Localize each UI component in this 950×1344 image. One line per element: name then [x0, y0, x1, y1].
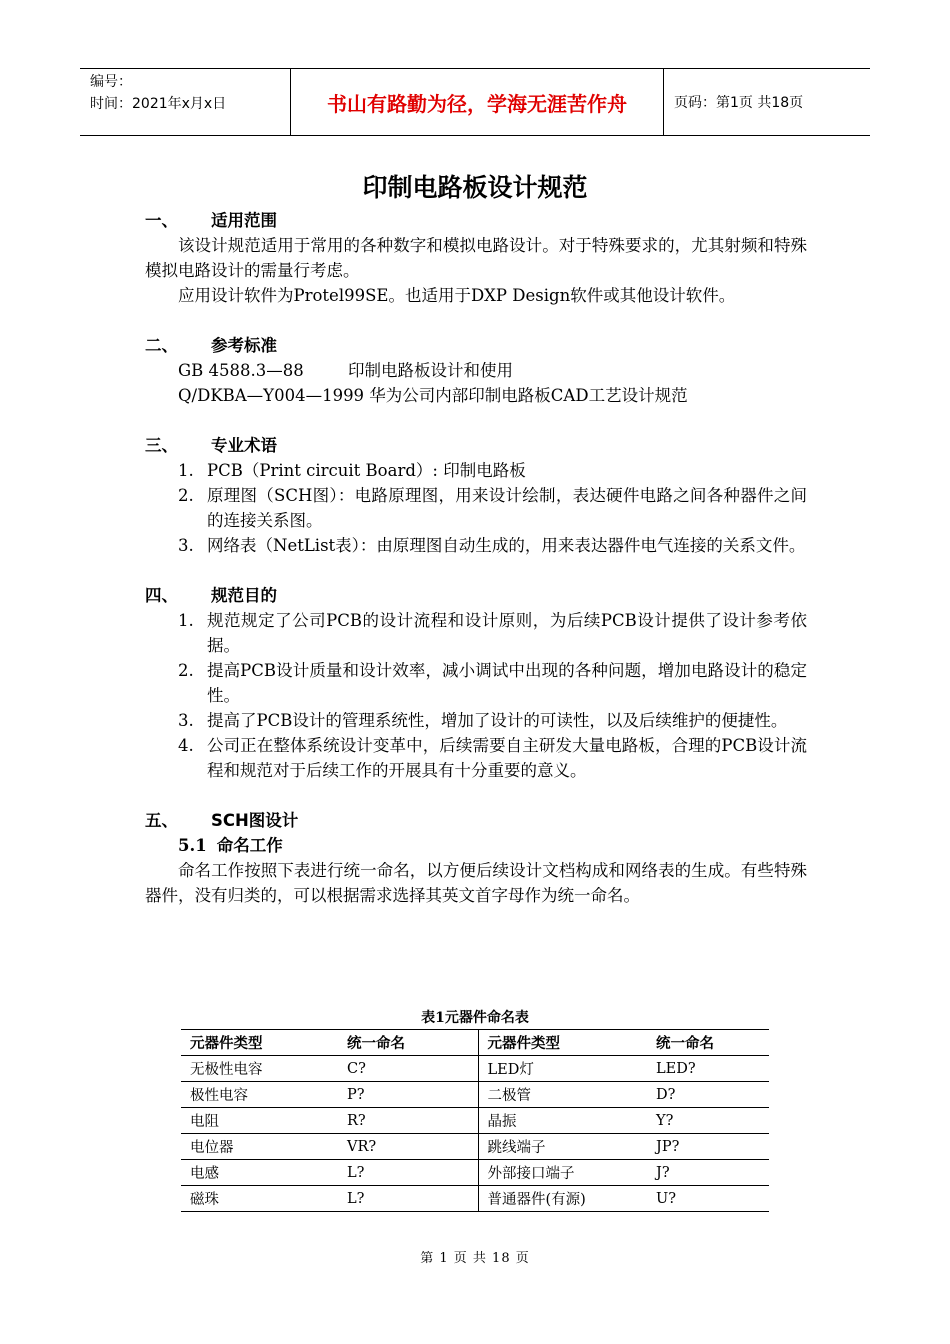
table-caption: 表1元器件命名表: [421, 1010, 529, 1026]
table-row: 电位器 VR? 跳线端子 JP?: [181, 1134, 769, 1160]
table-row: 电感 L? 外部接口端子 J?: [181, 1160, 769, 1186]
document-header: [80, 68, 870, 136]
column-header: 统一命名: [338, 1030, 478, 1056]
subsection-5-1-heading: 5.1 命名工作: [178, 836, 283, 855]
document-date: 时间：2021年x月x日: [90, 96, 227, 112]
list-item: 2. 提高PCB设计质量和设计效率，减小调试中出现的各种问题，增加电路设计的稳定性。: [178, 661, 807, 705]
section-1-heading: 一、 适用范围: [145, 211, 277, 230]
table-row: 极性电容 P? 二极管 D?: [181, 1082, 769, 1108]
section-5-paragraph: 命名工作按照下表进行统一命名，以方便后续设计文档构成和网络表的生成。有些特殊器件，没有归类的，可以根据需求选择其英文首字母作为统一命名。: [145, 861, 807, 905]
header-motto: 书山有路勤为径，学海无涯苦作舟: [291, 69, 664, 136]
terms-list: [145, 458, 807, 558]
table-row: 磁珠 L? 普通器件(有源) U?: [181, 1186, 769, 1212]
component-naming-table: [181, 1029, 769, 1212]
reference-standard-1: GB 4588.3—88 印制电路板设计和使用: [178, 361, 513, 380]
section-4-heading: 四、 规范目的: [145, 586, 277, 605]
column-header: 元器件类型: [181, 1030, 338, 1056]
header-page-info: 页码：第1页 共18页: [664, 69, 871, 136]
list-item: 4. 公司正在整体系统设计变革中，后续需要自主研发大量电路板，合理的PCB设计流程和规范对于后续工作的开展具有十分重要的意义。: [178, 736, 807, 780]
list-item: 2. 原理图（SCH图）：电路原理图，用来设计绘制，表达硬件电路之间各种器件之间的连接关系图。: [178, 486, 807, 530]
column-header: 元器件类型: [478, 1030, 647, 1056]
document-title: 印制电路板设计规范: [362, 173, 588, 202]
list-item: 3. 网络表（NetList表）：由原理图自动生成的，用来表达器件电气连接的关系文件。: [178, 536, 806, 555]
section-1-paragraph-2: 应用设计软件为Protel99SE。也适用于DXP Design软件或其他设计软件。: [178, 286, 736, 305]
list-item: 1. 规范规定了公司PCB的设计流程和设计原则，为后续PCB设计提供了设计参考依据。: [178, 611, 807, 655]
document-number-label: 编号：: [90, 74, 132, 90]
list-item: 3. 提高了PCB设计的管理系统性，增加了设计的可读性，以及后续维护的便捷性。: [178, 711, 788, 730]
document-body: [145, 208, 807, 908]
table-row: 无极性电容 C? LED灯 LED?: [181, 1056, 769, 1082]
page-footer: 第 1 页 共 18 页: [420, 1251, 530, 1266]
purpose-list: [145, 608, 807, 783]
header-meta: [80, 69, 291, 136]
column-header: 统一命名: [647, 1030, 769, 1056]
section-3-heading: 三、 专业术语: [145, 436, 277, 455]
section-1-paragraph-1: 该设计规范适用于常用的各种数字和模拟电路设计。对于特殊要求的，尤其射频和特殊模拟电路设计的需量行考虑。: [145, 236, 807, 280]
table-row: 电阻 R? 晶振 Y?: [181, 1108, 769, 1134]
reference-standard-2: Q/DKBA—Y004—1999 华为公司内部印制电路板CAD工艺设计规范: [178, 386, 688, 405]
table-header-row: [181, 1030, 769, 1056]
section-2-heading: 二、 参考标准: [145, 336, 277, 355]
list-item: 1. PCB（Print circuit Board）: 印制电路板: [178, 461, 526, 480]
section-5-heading: 五、 SCH图设计: [145, 811, 299, 830]
